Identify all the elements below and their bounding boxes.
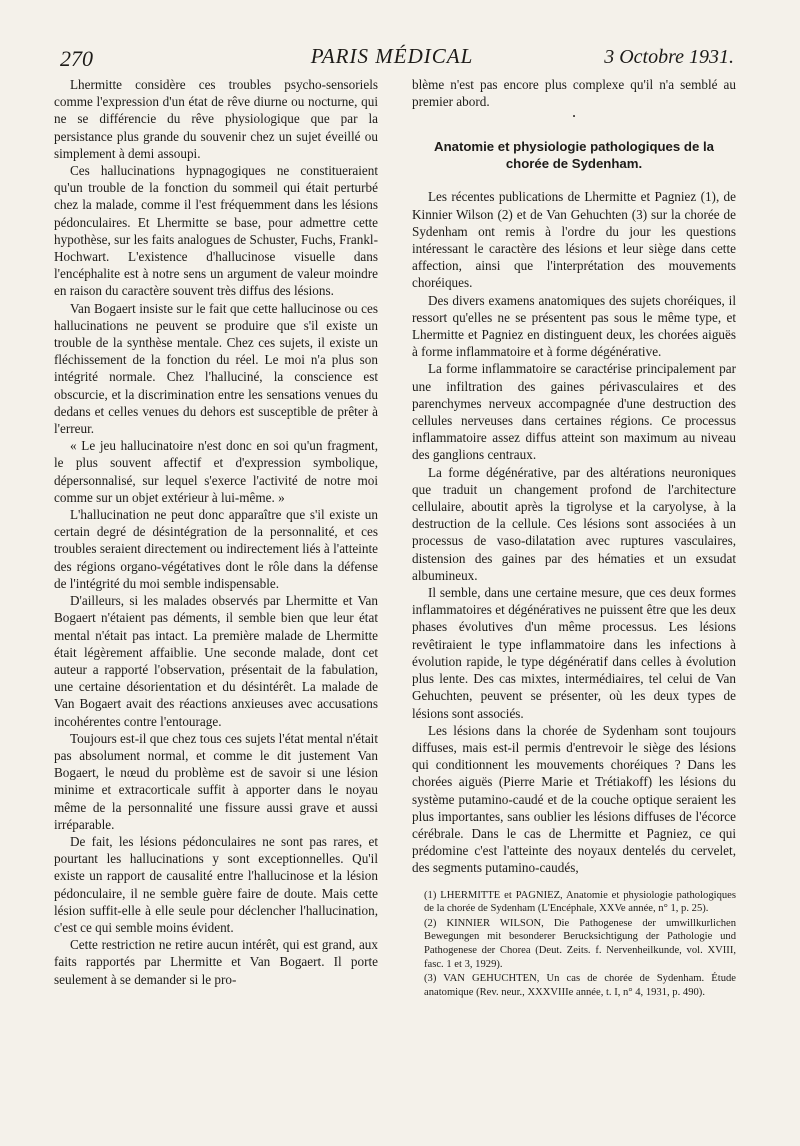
paragraph: Des divers examens anatomiques des sujets choréiques, il ressort qu'elles ne se présentent pas sous le même type, et Lhermitte et Pagniez en distinguent deux, les chorées aiguës à forme inflammatoire et à forme dégénérative. bbox=[412, 292, 736, 360]
section-separator: • bbox=[572, 112, 576, 122]
page-number: 270 bbox=[60, 46, 93, 71]
footnote: (1) LHERMITTE et PAGNIEZ, Anatomie et physiologie pathologiques de la chorée de Sydenham (L'Encéphale, XXVe année, n° 1, p. 25). bbox=[424, 889, 736, 915]
paragraph: Lhermitte considère ces troubles psycho-sensoriels comme l'expression d'un état de rêve diurne ou nocturne, qui ne se différencie du rêve physiologique que par la persistance plus grande du souvenir chez un sujet éveillé ou simplement à demi assoupi. bbox=[54, 77, 378, 161]
footnotes bbox=[412, 889, 736, 1000]
left-column bbox=[54, 76, 378, 988]
paragraph: Ces hallucinations hypnagogiques ne constitueraient qu'un trouble de la fonction du sommeil qui était perturbé chez la malade, comme il l'est fréquemment dans les lésions pédonculaires. Et Lhermitte se base, pour admettre cette hypothèse, sur les faits analogues de Schuster, Fuchs, Frankl-Hochwart. L'existence d'hallucinose visuelle dans l'encéphalite est à notre sens un argument de valeur moindre en raison du caractère souvent très diffus des lésions. bbox=[54, 163, 378, 299]
page-header bbox=[50, 42, 734, 74]
journal-title: PARIS MÉDICAL bbox=[310, 44, 474, 68]
paragraph: Il semble, dans une certaine mesure, que ces deux formes inflammatoires et dégénératives ne puissent être que les deux phases évolutives d'un même processus. Les lésions revêtiraient le type inflammatoire dans les infections à évolution rapide, le type dégénératif dans celles à évolution plus lente. Des cas mixtes, intermédiaires, tel celui de Van Gehuchten, peuvent se présenter, où les deux types de lésions sont associés. bbox=[412, 585, 736, 721]
paragraph: « Le jeu hallucinatoire n'est donc en soi qu'un fragment, le plus souvent affectif et d'expression symbolique, dépersonnalisé, sur lequel s'exerce l'activité de notre moi comme sur un objet extérieur à lui-même. » bbox=[54, 438, 378, 505]
paragraph: Toujours est-il que chez tous ces sujets l'état mental n'était pas absolument normal, et comme le dit justement Van Bogaert, le nœud du problème est de savoir si une lésion minime et extracorticale suffit à apporter dans le noyau même de la personnalité une fissure aussi grave et aussi irréparable. bbox=[54, 730, 378, 832]
paragraph: La forme dégénérative, par des altérations neuroniques que traduit un changement profond de l'architecture cellulaire, aboutit après la tigrolyse et la caryolyse, à la destruction de la cellule. Ces lésions sont associées à un processus de vaso-dilatation avec ruptures vasculaires, distension des gaines par des hématies et un exsudat albumineux. bbox=[412, 464, 736, 583]
paragraph: La forme inflammatoire se caractérise principalement par une infiltration des gaines périvasculaires et des parenchymes nerveux accompagnée d'une destruction des cellules nerveuses dans certaines régions. Ce processus inflammatoire assez diffus atteint son maximum au niveau des ganglions centraux. bbox=[412, 361, 736, 463]
footnote: (3) VAN GEHUCHTEN, Un cas de chorée de Sydenham. Étude anatomique (Rev. neur., XXXVIIIe année, t. I, n° 4, 1931, p. 490). bbox=[424, 973, 736, 998]
footnote: (2) KINNIER WILSON, Die Pathogenese der umwillkurlichen Bewegungen mit besonderer Berucksichtigung der Pathologie und Pathogenese der Chorea (Deut. Zeits. f. Nervenheilkunde, vol. XVIII, fasc. 1 et 3, 1929). bbox=[424, 917, 736, 970]
paragraph: Les lésions dans la chorée de Sydenham sont toujours diffuses, mais est-il permis d'entrevoir le siège des lésions qui conditionnent les mouvements choréiques ? Dans les chorées aiguës (Pierre Marie et Trétiakoff) les lésions du système putamino-caudé et de la couche optique seraient les plus importantes, sans oublier les lésions diffuses de l'écorce cérébrale. Dans le cas de Lhermitte et Pagniez, ce qui prédomine c'est l'atteinte des noyaux dentelés du cervelet, des segments putamino-caudés, bbox=[412, 722, 736, 876]
paragraph: Les récentes publications de Lhermitte et Pagniez (1), de Kinnier Wilson (2) et de Van Gehuchten (3) sur la chorée de Sydenham ont remis à l'ordre du jour les questions intéressant le caractère des lésions et leur siège dans cette affection, ainsi que l'interprétation des mouvements choréiques. bbox=[412, 189, 736, 291]
section-title: Anatomie et physiologie pathologiques de la chorée de Sydenham. bbox=[434, 139, 714, 172]
continued-paragraph: blème n'est pas encore plus complexe qu'il n'a semblé au premier abord. bbox=[412, 77, 736, 110]
paragraph: De fait, les lésions pédonculaires ne sont pas rares, et pourtant les hallucinations y sont exceptionnelles. Qu'il existe un rapport de causalité entre l'hallucinose et la lésion pédonculaire, il ne semble guère faire de doute. Mais cette lésion suffit-elle à elle seule pour déclencher l'hallucination, c'est ce qui semble moins évident. bbox=[54, 833, 378, 935]
issue-date: 3 Octobre 1931. bbox=[604, 46, 734, 68]
paragraph: Van Bogaert insiste sur le fait que cette hallucinose ou ces hallucinations ne peuvent se produire que s'il existe un trouble de la synthèse mentale. Chez ces sujets, il existe un fléchissement de la fonction du réel. Le moi n'a plus son intégrité normale. Chez l'halluciné, la conscience est obscurcie, et la discrimination entre les sensations venues du dedans et celles venues du dehors est susceptible de prêter à l'erreur. bbox=[54, 300, 378, 437]
paragraph: Cette restriction ne retire aucun intérêt, qui est grand, aux faits rapportés par Lhermitte et Van Bogaert. Il porte seulement à se demander si le pro- bbox=[54, 937, 378, 987]
right-column bbox=[412, 76, 736, 1000]
paragraph: L'hallucination ne peut donc apparaître que s'il existe un certain degré de désintégration de la personnalité, et ces troubles seraient directement ou indirectement liés à l'atteinte des régions organo-végétatives dont le rôle dans la défense de l'intégrité du moi semble indispensable. bbox=[54, 507, 378, 591]
paragraph: D'ailleurs, si les malades observés par Lhermitte et Van Bogaert n'étaient pas déments, il semble bien que leur état mental n'était pas intact. La première malade de Lhermitte était légèrement affaiblie. Une seconde malade, dont cet auteur a rapporté l'observation, présentait de la fabulation, une certaine désorientation et du désintérêt. La malade de Van Bogaert avait des réactions anxieuses avec accusations incohérentes contre l'entourage. bbox=[54, 593, 378, 729]
